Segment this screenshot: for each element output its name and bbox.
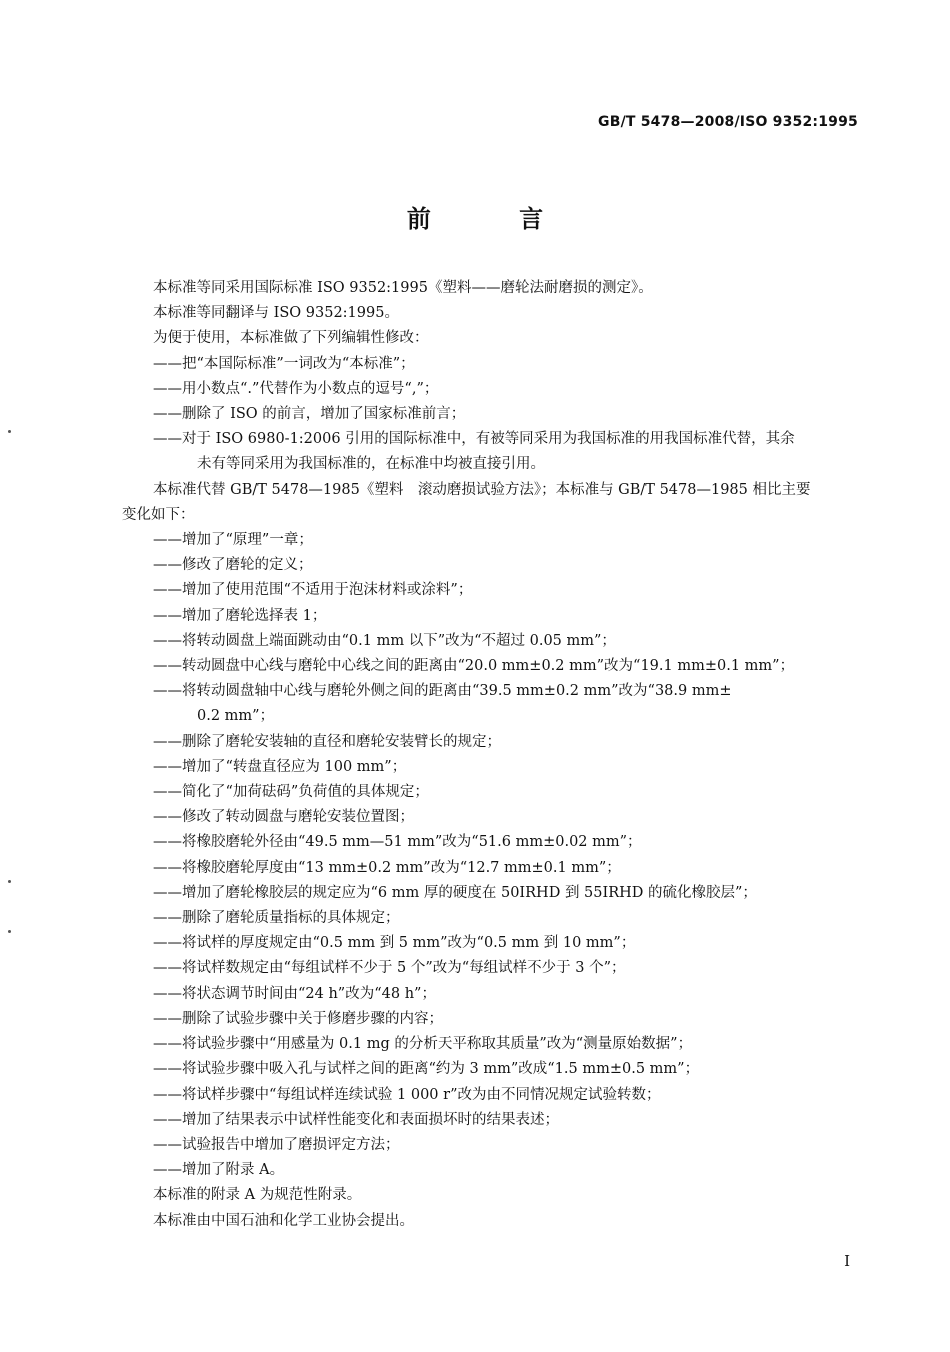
list-item: ——转动圆盘中心线与磨轮中心线之间的距离由“20.0 mm±0.2 mm”改为“19.1 mm±0.1 mm”； bbox=[153, 658, 795, 675]
list-item: ——将转动圆盘上端面跳动由“0.1 mm 以下”改为“不超过 0.05 mm”； bbox=[153, 632, 616, 649]
list-item: ——将试样的厚度规定由“0.5 mm 到 5 mm”改为“0.5 mm 到 10 mm”； bbox=[153, 935, 636, 952]
list-item: ——将试验步骤中“用感量为 0.1 mg 的分析天平称取其质量”改为“测量原始数据”； bbox=[153, 1036, 693, 1053]
paragraph: 本标准的附录 A 为规范性附录。 bbox=[153, 1187, 362, 1204]
page-number: I bbox=[844, 1252, 850, 1270]
paragraph-continuation: 变化如下： bbox=[122, 506, 195, 523]
foreword-body bbox=[122, 276, 862, 1234]
list-item: ——增加了结果表示中试样性能变化和表面损坏时的结果表述； bbox=[153, 1111, 559, 1128]
paragraph: 本标准代替 GB/T 5478—1985《塑料 滚动磨损试验方法》；本标准与 GB/T 5478—1985 相比主要 bbox=[153, 481, 811, 498]
list-item: ——用小数点“.”代替作为小数点的逗号“,”； bbox=[153, 380, 439, 397]
list-item: ——增加了附录 A。 bbox=[153, 1162, 285, 1179]
list-item: ——对于 ISO 6980-1:2006 引用的国际标准中，有被等同采用为我国标准的用我国标准代替，其余 bbox=[153, 431, 795, 448]
list-item: ——将状态调节时间由“24 h”改为“48 h”； bbox=[153, 985, 436, 1002]
list-item: ——增加了“转盘直径应为 100 mm”； bbox=[153, 758, 407, 775]
list-item: ——增加了磨轮选择表 1； bbox=[153, 607, 327, 624]
list-item: ——删除了磨轮质量指标的具体规定； bbox=[153, 910, 400, 927]
list-item: ——试验报告中增加了磨损评定方法； bbox=[153, 1136, 400, 1153]
list-item: ——删除了试验步骤中关于修磨步骤的内容； bbox=[153, 1010, 443, 1027]
paragraph: 为便于使用，本标准做了下列编辑性修改： bbox=[153, 330, 429, 347]
list-item: ——将转动圆盘轴中心线与磨轮外侧之间的距离由“39.5 mm±0.2 mm”改为“38.9 mm± bbox=[153, 683, 732, 700]
list-item: ——简化了“加荷砝码”负荷值的具体规定； bbox=[153, 784, 429, 801]
list-item: ——删除了 ISO 的前言，增加了国家标准前言； bbox=[153, 406, 466, 423]
list-item: ——将试样步骤中“每组试样连续试验 1 000 r”改为由不同情况规定试验转数； bbox=[153, 1086, 661, 1103]
list-item: ——修改了磨轮的定义； bbox=[153, 557, 313, 574]
scan-speck bbox=[8, 430, 11, 433]
page-title: 前 言 bbox=[406, 205, 584, 233]
paragraph: 本标准由中国石油和化学工业协会提出。 bbox=[153, 1212, 414, 1229]
list-item: ——修改了转动圆盘与磨轮安装位置图； bbox=[153, 809, 414, 826]
paragraph: 本标准等同采用国际标准 ISO 9352:1995《塑料——磨轮法耐磨损的测定》。 bbox=[153, 280, 653, 296]
list-item: ——把“本国际标准”一词改为“本标准”； bbox=[153, 355, 415, 372]
list-item: ——将橡胶磨轮厚度由“13 mm±0.2 mm”改为“12.7 mm±0.1 mm”； bbox=[153, 859, 621, 876]
list-item: ——将橡胶磨轮外径由“49.5 mm—51 mm”改为“51.6 mm±0.02 mm”； bbox=[153, 834, 642, 851]
list-item: ——将试验步骤中吸入孔与试样之间的距离“约为 3 mm”改成“1.5 mm±0.5 mm”； bbox=[153, 1061, 700, 1078]
scan-speck bbox=[8, 930, 11, 933]
list-item-continuation: 未有等同采用为我国标准的，在标准中均被直接引用。 bbox=[197, 456, 545, 473]
paragraph: 本标准等同翻译与 ISO 9352:1995。 bbox=[153, 305, 399, 322]
list-item-continuation: 0.2 mm”； bbox=[197, 708, 275, 725]
list-item: ——增加了“原理”一章； bbox=[153, 532, 313, 549]
list-item: ——删除了磨轮安装轴的直径和磨轮安装臂长的规定； bbox=[153, 733, 501, 750]
list-item: ——增加了使用范围“不适用于泡沫材料或涂料”； bbox=[153, 582, 473, 599]
list-item: ——将试样数规定由“每组试样不少于 5 个”改为“每组试样不少于 3 个”； bbox=[153, 960, 626, 977]
list-item: ——增加了磨轮橡胶层的规定应为“6 mm 厚的硬度在 50IRHD 到 55IRHD 的硫化橡胶层”； bbox=[153, 884, 757, 901]
standard-code: GB/T 5478—2008/ISO 9352:1995 bbox=[598, 114, 858, 130]
scan-speck bbox=[8, 880, 11, 883]
